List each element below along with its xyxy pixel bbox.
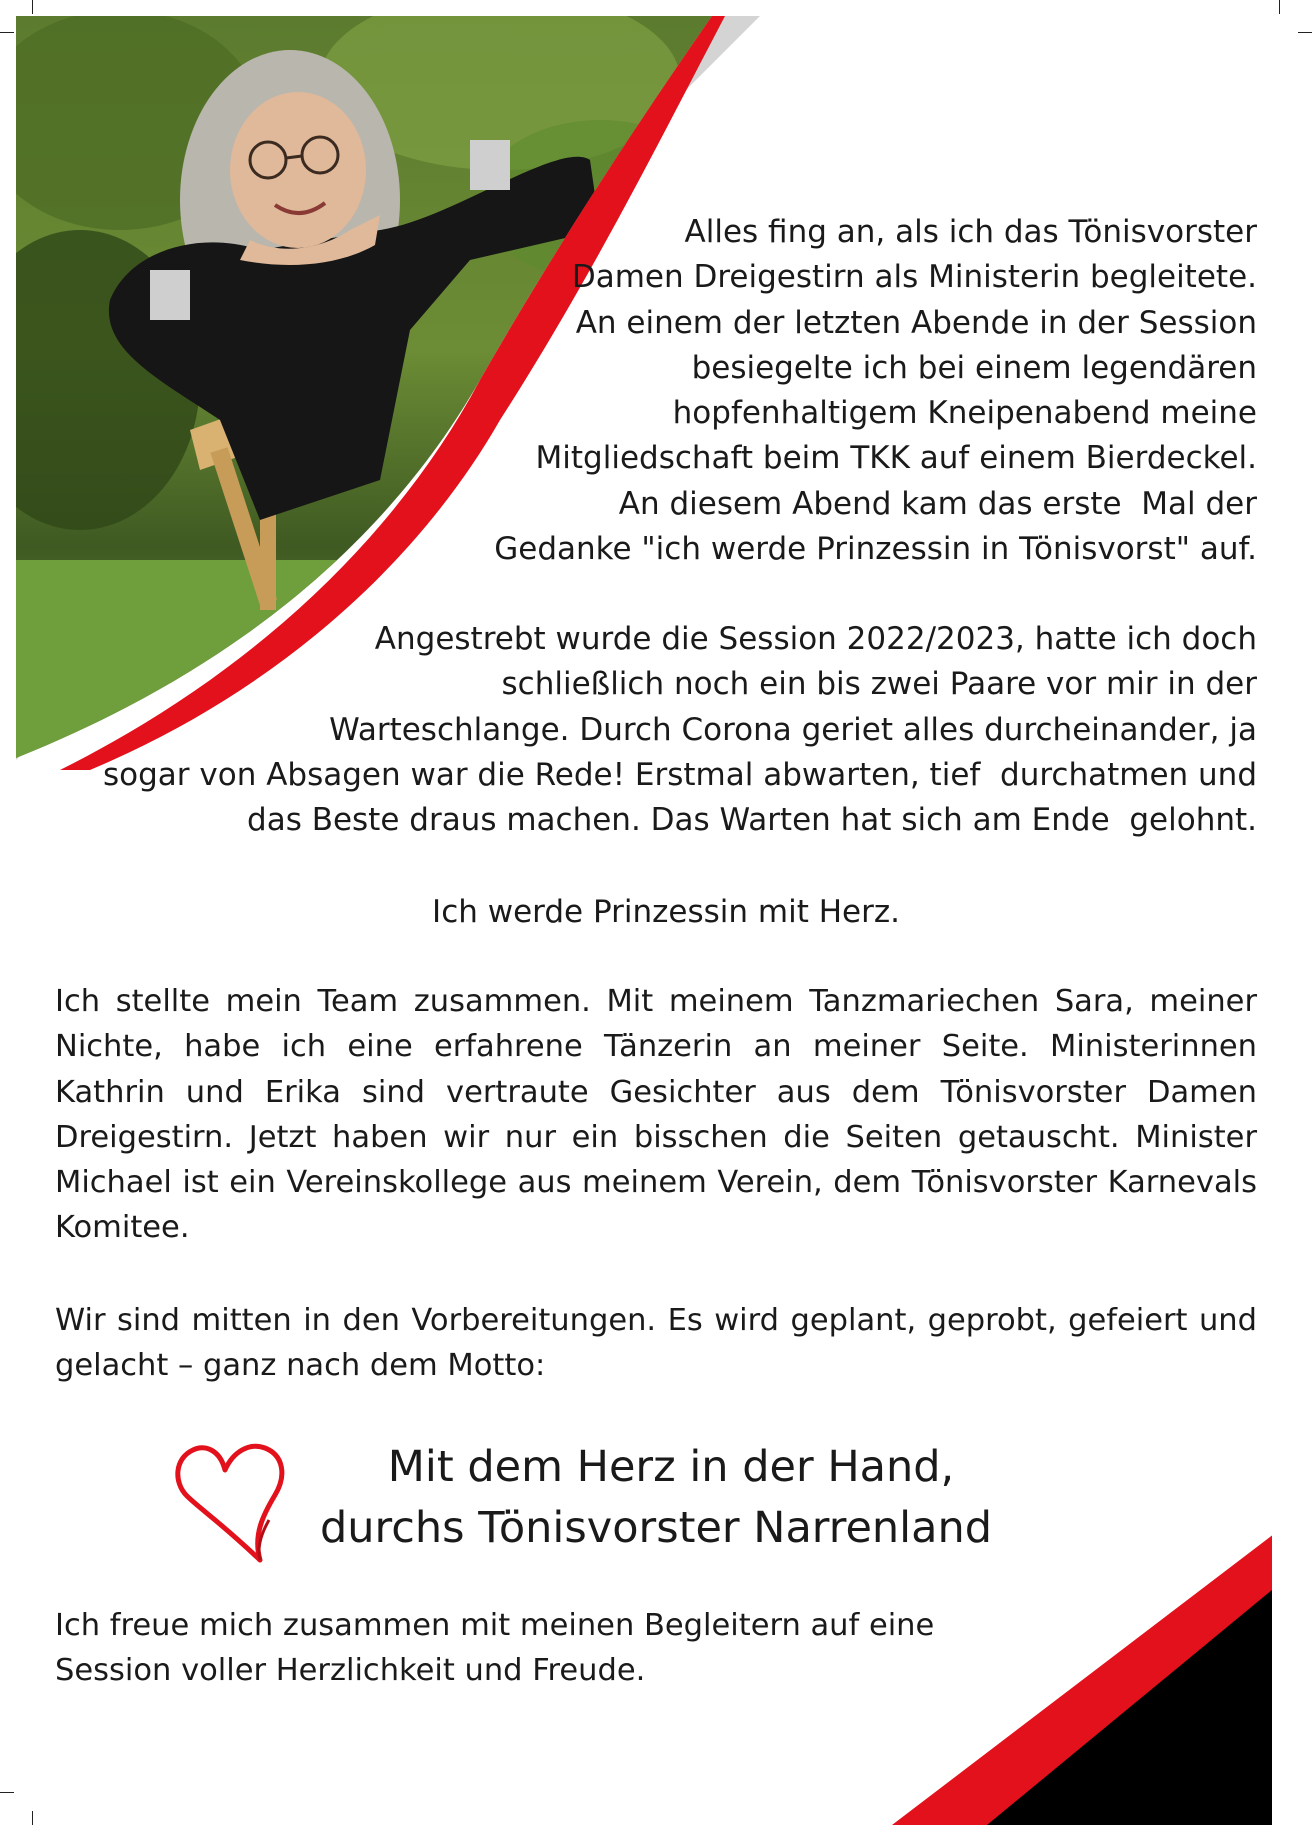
intro-line: Mitgliedschaft beim TKK auf einem Bierdeckel. [535,440,1257,477]
crop-mark [32,1811,33,1825]
motto-line-2: durchs Tönisvorster Narrenland [319,1503,993,1553]
crop-mark [0,1792,14,1793]
session-line: Warteschlange. Durch Corona geriet alles durcheinander, ja [329,711,1257,748]
session-paragraph [55,617,1257,843]
intro-line: Gedanke "ich werde Prinzessin in Tönisvorst" auf. [494,531,1257,568]
heart-sentence: Ich werde Prinzessin mit Herz. [432,894,900,930]
intro-line: besiegelte ich bei einem legendären [691,349,1257,386]
preparation-paragraph: Wir sind mitten in den Vorbereitungen. Es wird geplant, geprobt, gefeiert und gelacht – ganz nach dem Motto: [55,1303,1257,1384]
corner-triangles [892,1505,1312,1825]
session-line: sogar von Absagen war die Rede! Erstmal abwarten, tief durchatmen und [103,756,1257,793]
intro-line: hopfenhaltigem Kneipenabend meine [672,395,1257,432]
motto-line-1: Mit dem Herz in der Hand, [387,1442,955,1492]
closing-line-2: Session voller Herzlichkeit und Freude. [55,1653,646,1689]
intro-line: An einem der letzten Abende in der Session [575,304,1257,341]
session-line: das Beste draus machen. Das Warten hat sich am Ende gelohnt. [247,802,1257,839]
intro-line: An diesem Abend kam das erste Mal der [618,485,1257,522]
session-line: Angestrebt wurde die Session 2022/2023, hatte ich doch [374,621,1257,657]
intro-line: Alles fing an, als ich das Tönisvorster [684,214,1257,250]
crop-mark [1298,32,1312,33]
closing-line-1: Ich freue mich zusammen mit meinen Begleitern auf eine [55,1608,935,1643]
intro-paragraph [55,210,1257,572]
intro-line: Damen Dreigestirn als Ministerin begleitete. [571,259,1257,296]
team-paragraph: Ich stellte mein Team zusammen. Mit meinem Tanzmariechen Sara, meiner Nichte, habe ich eine erfahrene Tänzerin an meiner Seite. Ministerinnen Kathrin und Erika sind vertraute Gesichter aus dem Tönisvorster Damen Dreigestirn. Jetzt haben wir nur ein bisschen die Seiten getauscht. Minister Michael ist ein Vereinskollege aus meinem Verein, dem Tönisvorster Karnevals Komitee. [55,984,1257,1246]
crop-mark [1279,0,1280,14]
session-line: schließlich noch ein bis zwei Paare vor mir in der [501,666,1257,703]
